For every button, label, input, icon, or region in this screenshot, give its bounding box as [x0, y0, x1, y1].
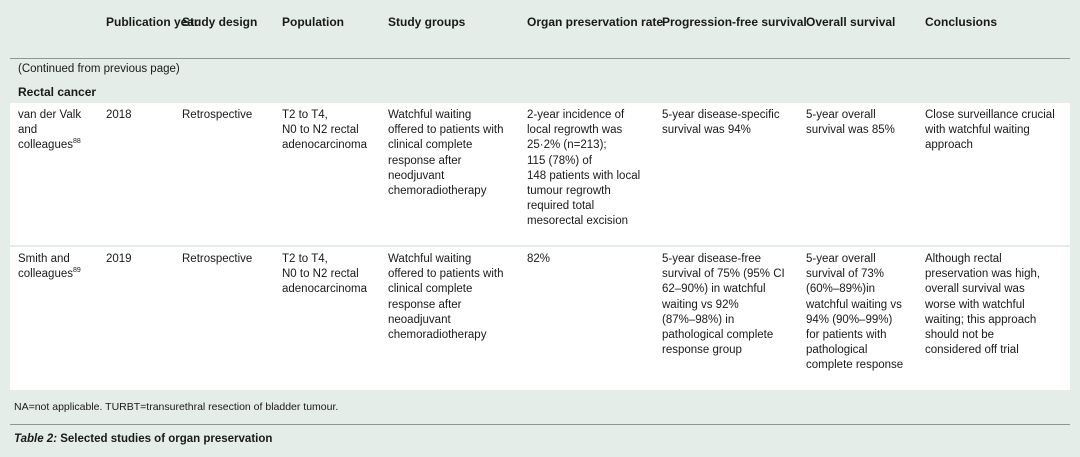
os-cell: 5-year overall survival was 85% [806, 109, 895, 137]
year-cell: 2018 [106, 109, 132, 121]
reference-number: 88 [72, 138, 81, 146]
header-population: Population [282, 15, 344, 29]
study-groups-cell: Watchful waiting offered to patients with clinical complete response after neoadjuvant chemoradiotherapy [388, 253, 504, 342]
os-cell: 5-year overall survival of 73% (60%–89%)in watchful waiting vs 94% (90%–99%) for patients with pathological complete response [806, 253, 904, 372]
caption-label: Table 2: [14, 433, 58, 445]
table-footnote: NA=not applicable. TURBT=transurethral resection of bladder tumour. [14, 401, 339, 413]
preservation-cell: 2-year incidence of local regrowth was 25·2% (n=213); 115 (78%) of 148 patients with local tumour regrowth required total mesorectal excision [527, 109, 641, 228]
population-cell: T2 to T4, N0 to N2 rectal adenocarcinoma [282, 253, 368, 296]
table-row [10, 103, 1070, 245]
study-name: van der Valk and colleagues [18, 109, 82, 152]
study-cell [18, 252, 81, 282]
table-header-row [10, 6, 1070, 59]
preservation-cell: 82% [527, 253, 551, 265]
caption-text: Selected studies of organ preservation [57, 433, 273, 445]
reference-number: 89 [72, 267, 81, 275]
pfs-cell: 5-year disease-specific survival was 94% [662, 109, 780, 137]
header-organ-preservation-rate: Organ preservation rate [527, 15, 664, 29]
design-cell: Retrospective [182, 109, 253, 121]
year-cell: 2019 [106, 253, 132, 265]
conclusions-cell: Close surveillance crucial with watchful waiting approach [925, 109, 1055, 152]
continued-note: (Continued from previous page) [18, 63, 180, 75]
study-name: Smith and colleagues [18, 253, 73, 281]
header-conclusions: Conclusions [925, 15, 998, 29]
pfs-cell: 5-year disease-free survival of 75% (95% CI 62–90%) in watchful waiting vs 92% (87%–98%) in pathological complete response group [662, 253, 785, 357]
header-publication-year: Publication year [106, 15, 199, 29]
header-study-design: Study design [182, 15, 258, 29]
header-overall-survival: Overall survival [806, 15, 896, 29]
table-caption [14, 432, 272, 447]
study-cell [18, 108, 81, 154]
table-page [10, 6, 1070, 452]
conclusions-cell: Although rectal preservation was high, overall survival was worse with watchful waiting; this approach should not be considered off trial [925, 253, 1041, 357]
caption-divider [10, 424, 1070, 425]
header-study-groups: Study groups [388, 15, 466, 29]
design-cell: Retrospective [182, 253, 253, 265]
study-groups-cell: Watchful waiting offered to patients with clinical complete response after neodjuvant chemoradiotherapy [388, 109, 504, 198]
population-cell: T2 to T4, N0 to N2 rectal adenocarcinoma [282, 109, 368, 152]
header-progression-free-survival: Progression-free survival [662, 15, 807, 29]
section-title: Rectal cancer [18, 85, 97, 99]
table-row [10, 247, 1070, 390]
